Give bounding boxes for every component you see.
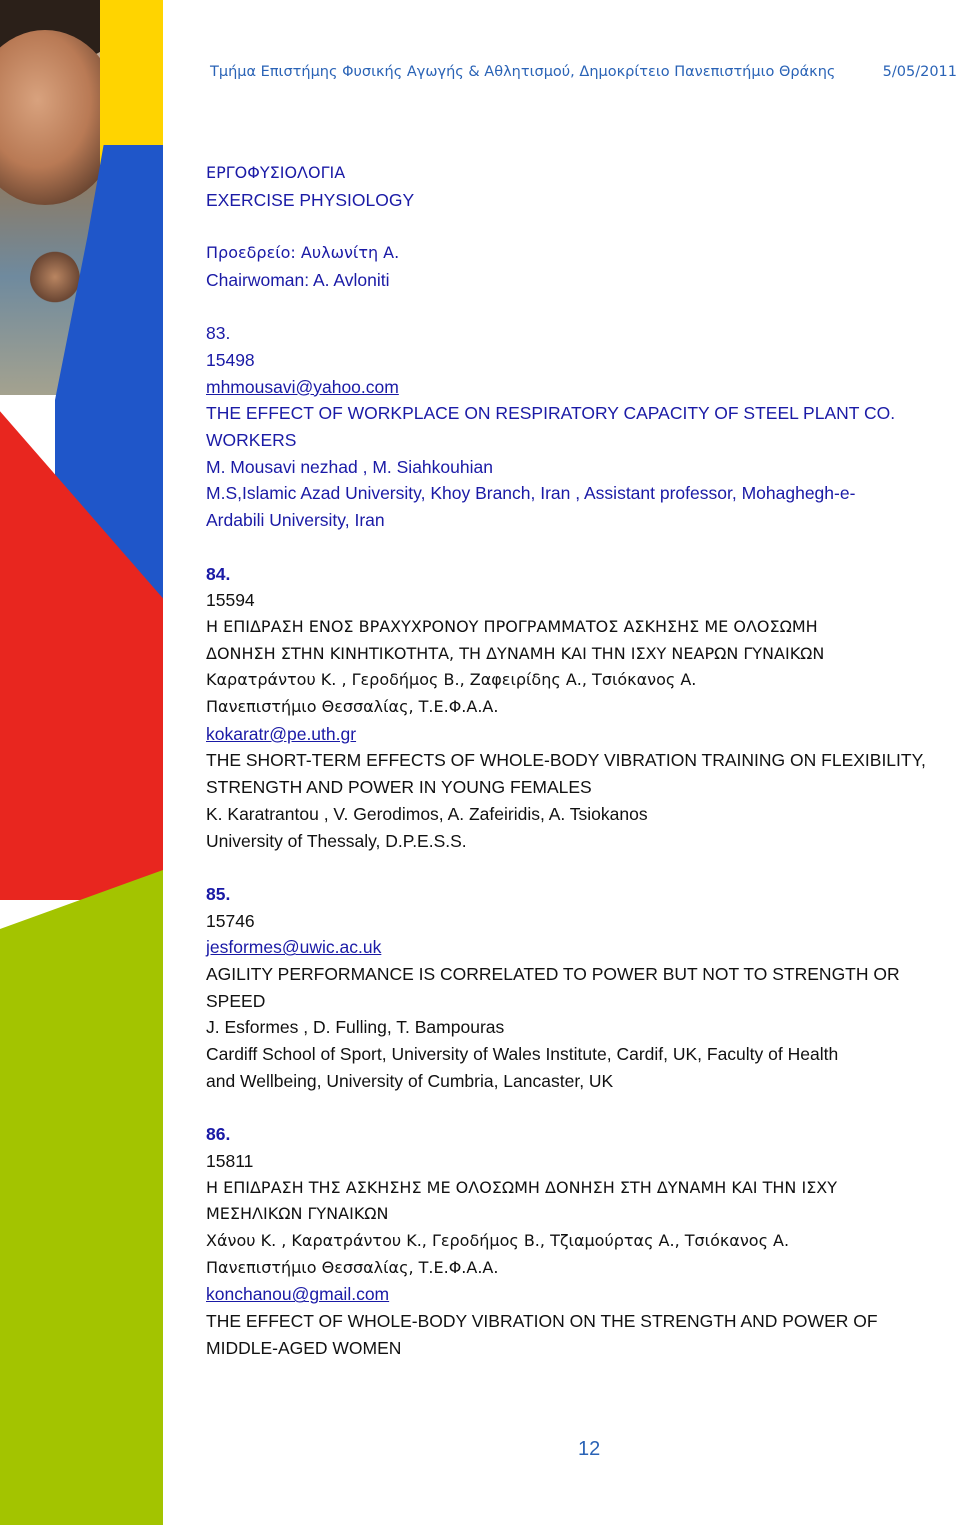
abstract-list (206, 160, 956, 1362)
entry-title-en-cont: WORKERS (206, 430, 297, 450)
abstract-entry-86 (206, 1121, 956, 1361)
entry-code: 15746 (206, 910, 255, 931)
green-stripe (0, 870, 163, 1525)
entry-email-link[interactable]: kokaratr@pe.uth.gr (206, 723, 357, 744)
entry-title-en: THE EFFECT OF WORKPLACE ON RESPIRATORY CAPACITY OF STEEL PLANT CO. (206, 403, 896, 424)
entry-affiliation-en-cont: and Wellbeing, University of Cumbria, Lancaster, UK (206, 1070, 614, 1091)
entry-title-en: THE SHORT-TERM EFFECTS OF WHOLE-BODY VIBRATION TRAINING ON FLEXIBILITY, (206, 750, 926, 771)
entry-number: 86. (206, 1124, 231, 1145)
entry-title-gr-cont: ΜΕΣΗΛΙΚΩΝ ΓΥΝΑΙΚΩΝ (206, 1204, 389, 1224)
photo-background-child (30, 250, 80, 310)
section-title-english: EXERCISE PHYSIOLOGY (206, 189, 415, 210)
entry-number: 84. (206, 563, 231, 584)
header-institution: Τμήμα Επιστήμης Φυσικής Αγωγής & Αθλητισμού, Δημοκρίτειο Πανεπιστήμιο Θράκης (210, 64, 836, 80)
entry-affiliation-gr: Πανεπιστήμιο Θεσσαλίας, Τ.Ε.Φ.Α.Α. (206, 697, 499, 717)
header-date: 5/05/2011 (882, 64, 957, 80)
entry-title-en-cont: STRENGTH AND POWER IN YOUNG FEMALES (206, 777, 592, 798)
entry-email-link[interactable]: jesformes@uwic.ac.uk (206, 937, 382, 958)
page-number: 12 (578, 1438, 601, 1460)
abstract-entry-83 (206, 320, 956, 534)
entry-number: 85. (206, 883, 231, 904)
yellow-stripe (100, 0, 163, 165)
entry-code: 15811 (206, 1150, 254, 1171)
entry-affiliation-en: M.S,Islamic Azad University, Khoy Branch, Iran , Assistant professor, Mohaghegh-e- (206, 483, 856, 504)
entry-authors-en: K. Karatrantou , V. Gerodimos, A. Zafeiridis, A. Tsiokanos (206, 803, 648, 824)
abstract-entry-85 (206, 881, 956, 1095)
entry-email-link[interactable]: konchanou@gmail.com (206, 1284, 390, 1305)
entry-title-gr: Η ΕΠΙΔΡΑΣΗ ΕΝΟΣ ΒΡΑΧΥΧΡΟΝΟΥ ΠΡΟΓΡΑΜΜΑΤΟΣ ΑΣΚΗΣΗΣ ΜΕ ΟΛΟΣΩΜΗ (206, 616, 818, 636)
entry-title-en: AGILITY PERFORMANCE IS CORRELATED TO POWER BUT NOT TO STRENGTH OR (206, 964, 900, 985)
entry-authors-gr: Καρατράντου Κ. , Γεροδήμος Β., Ζαφειρίδης Α., Τσιόκανος Α. (206, 670, 697, 690)
entry-affiliation-gr: Πανεπιστήμιο Θεσσαλίας, Τ.Ε.Φ.Α.Α. (206, 1257, 499, 1277)
entry-code: 15498 (206, 349, 255, 370)
entry-authors-en: M. Mousavi nezhad , M. Siahkouhian (206, 456, 493, 477)
entry-number: 83. (206, 323, 231, 344)
entry-code: 15594 (206, 590, 255, 611)
entry-email-link[interactable]: mhmousavi@yahoo.com (206, 376, 399, 397)
entry-affiliation-en-cont: Ardabili University, Iran (206, 510, 385, 531)
entry-affiliation-en: Cardiff School of Sport, University of Wales Institute, Cardif, UK, Faculty of Health (206, 1044, 839, 1065)
chair-greek: Προεδρείο: Αυλωνίτη Α. (206, 243, 400, 263)
entry-authors-gr: Χάνου Κ. , Καρατράντου Κ., Γεροδήμος Β., Τζιαμούρτας Α., Τσιόκανος Α. (206, 1231, 790, 1251)
entry-title-gr: Η ΕΠΙΔΡΑΣΗ ΤΗΣ ΑΣΚΗΣΗΣ ΜΕ ΟΛΟΣΩΜΗ ΔΟΝΗΣΗ ΣΤΗ ΔΥΝΑΜΗ ΚΑΙ ΤΗΝ ΙΣΧΥ (206, 1177, 838, 1197)
entry-title-en: THE EFFECT OF WHOLE-BODY VIBRATION ON THE STRENGTH AND POWER OF (206, 1311, 878, 1332)
entry-title-gr-cont: ΔΟΝΗΣΗ ΣΤΗΝ ΚΙΝΗΤΙΚΟΤΗΤΑ, ΤΗ ΔΥΝΑΜΗ ΚΑΙ ΤΗΝ ΙΣΧΥ ΝΕΑΡΩΝ ΓΥΝΑΙΚΩΝ (206, 643, 825, 663)
page-header (200, 64, 960, 86)
chair-english: Chairwoman: A. Avloniti (206, 269, 390, 290)
entry-title-en-cont: MIDDLE-AGED WOMEN (206, 1337, 402, 1358)
entry-affiliation-en: University of Thessaly, D.P.E.S.S. (206, 830, 467, 851)
entry-title-en-cont: SPEED (206, 990, 266, 1011)
entry-authors-en: J. Esformes , D. Fulling, T. Bampouras (206, 1017, 505, 1038)
section-title-greek: ΕΡΓΟΦΥΣΙΟΛΟΓΙΑ (206, 163, 346, 182)
decorative-side-band (0, 0, 163, 1525)
abstract-entry-84 (206, 561, 956, 855)
